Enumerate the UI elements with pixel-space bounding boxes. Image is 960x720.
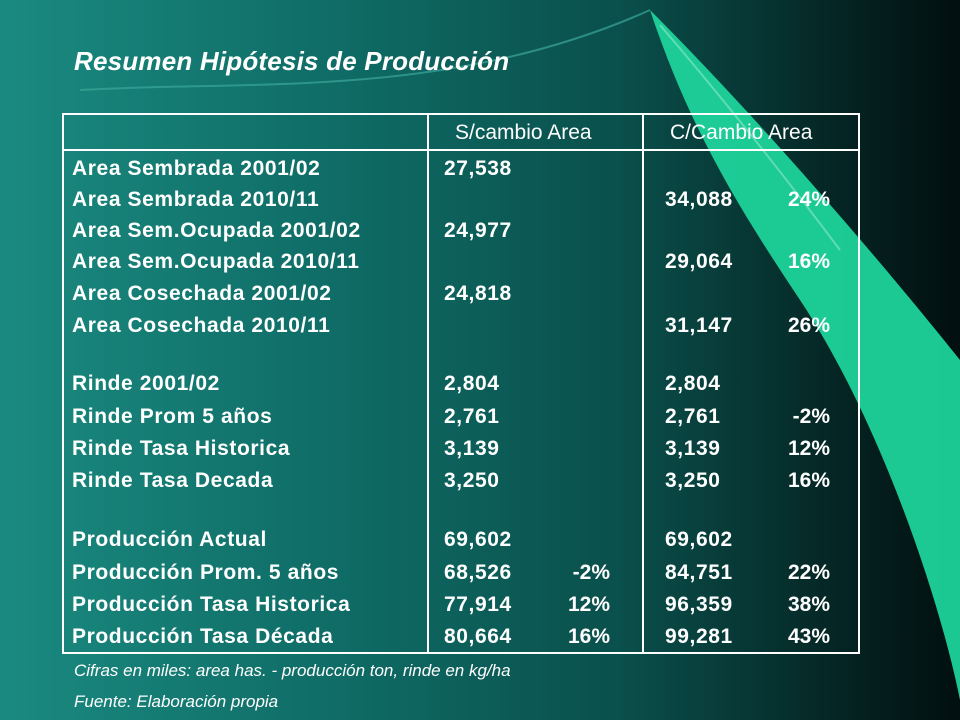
row-label: Area Cosechada 2001/02: [72, 282, 332, 305]
sin-cambio-value: 24,818: [444, 282, 512, 305]
sin-cambio-percent: 12%: [567, 593, 610, 616]
sin-cambio-percent: -2%: [572, 561, 610, 584]
header-divider: [64, 149, 858, 151]
con-cambio-percent: 16%: [787, 250, 830, 273]
sin-cambio-value: 77,914: [444, 593, 512, 616]
header-sin-cambio: S/cambio Area: [455, 121, 592, 144]
con-cambio-value: 29,064: [665, 250, 733, 273]
row-label: Producción Tasa Historica: [72, 593, 351, 616]
sin-cambio-value: 27,538: [444, 157, 512, 180]
row-label: Rinde 2001/02: [72, 372, 220, 395]
page-title: Resumen Hipótesis de Producción: [74, 46, 510, 76]
con-cambio-percent: 38%: [787, 593, 830, 616]
sin-cambio-percent: 16%: [567, 625, 610, 648]
con-cambio-percent: 12%: [787, 437, 830, 460]
units-note: Cifras en miles: area has. - producción ton, rinde en kg/ha: [74, 661, 511, 680]
con-cambio-value: 96,359: [665, 593, 733, 616]
row-label: Area Sembrada 2010/11: [72, 188, 320, 211]
con-cambio-value: 3,250: [665, 469, 721, 492]
source-note: Fuente: Elaboración propia: [74, 692, 279, 711]
con-cambio-percent: 22%: [787, 561, 830, 584]
con-cambio-value: 69,602: [665, 528, 733, 551]
con-cambio-value: 99,281: [665, 625, 733, 648]
sin-cambio-value: 69,602: [444, 528, 512, 551]
row-label: Area Sem.Ocupada 2001/02: [72, 219, 361, 242]
row-label: Producción Tasa Década: [72, 625, 334, 648]
con-cambio-percent: 26%: [787, 314, 830, 337]
con-cambio-value: 84,751: [665, 561, 733, 584]
row-label: Rinde Prom 5 años: [72, 405, 273, 428]
row-label: Rinde Tasa Decada: [72, 469, 274, 492]
header-con-cambio: C/Cambio Area: [670, 121, 813, 144]
sin-cambio-value: 80,664: [444, 625, 512, 648]
con-cambio-value: 2,761: [665, 405, 721, 428]
row-label: Area Sembrada 2001/02: [72, 157, 321, 180]
sin-cambio-value: 68,526: [444, 561, 512, 584]
con-cambio-percent: 43%: [787, 625, 830, 648]
row-label: Producción Actual: [72, 528, 267, 551]
con-cambio-percent: -2%: [792, 405, 830, 428]
con-cambio-percent: 16%: [787, 469, 830, 492]
con-cambio-value: 2,804: [665, 372, 721, 395]
sin-cambio-value: 2,761: [444, 405, 500, 428]
row-label: Producción Prom. 5 años: [72, 561, 340, 584]
sin-cambio-value: 2,804: [444, 372, 500, 395]
con-cambio-value: 34,088: [665, 188, 733, 211]
row-label: Area Sem.Ocupada 2010/11: [72, 250, 360, 273]
row-label: Area Cosechada 2010/11: [72, 314, 331, 337]
sin-cambio-value: 3,250: [444, 469, 500, 492]
con-cambio-percent: 24%: [787, 188, 830, 211]
sin-cambio-value: 3,139: [444, 437, 500, 460]
column-divider-2: [642, 115, 644, 652]
con-cambio-value: 31,147: [665, 314, 733, 337]
sin-cambio-value: 24,977: [444, 219, 512, 242]
column-divider-1: [427, 115, 429, 652]
row-label: Rinde Tasa Historica: [72, 437, 291, 460]
con-cambio-value: 3,139: [665, 437, 721, 460]
